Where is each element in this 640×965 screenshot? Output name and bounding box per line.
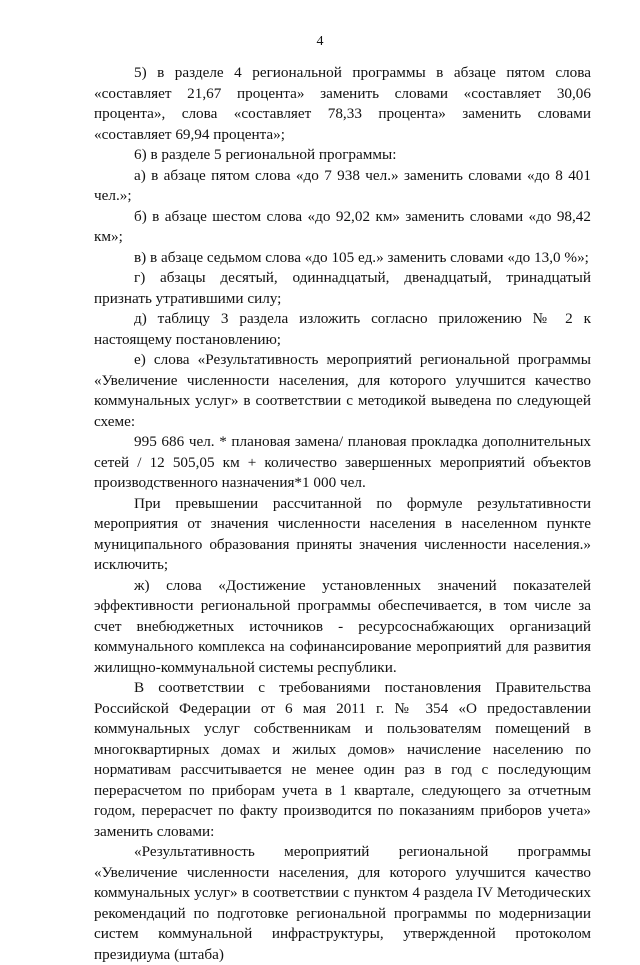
paragraph-item-5: 5) в разделе 4 региональной программы в абзаце пятом слова «составляет 21,67 процента» заменить словами «составляет 30,06 процента», слова «составляет 78,33 процента» заменить словами «составляет 69,94 процента»; bbox=[94, 64, 591, 143]
paragraph-subitem-b: б) в абзаце шестом слова «до 92,02 км» заменить словами «до 98,42 км»; bbox=[94, 207, 591, 245]
document-body bbox=[94, 63, 591, 965]
paragraph-subitem-v: в) в абзаце седьмом слова «до 105 ед.» заменить словами «до 13,0 %»; bbox=[134, 248, 589, 266]
paragraph-subitem-e: е) слова «Результативность мероприятий региональной программы «Увеличение численности населения, для которого улучшится качество коммунальных услуг» в соответствии с методикой выведена по следующей схеме: bbox=[94, 351, 591, 430]
page-number: 4 bbox=[316, 34, 324, 49]
paragraph-item-6: 6) в разделе 5 региональной программы: bbox=[134, 146, 397, 163]
formula-paragraph: 995 686 чел. * плановая замена/ плановая прокладка дополнительных сетей / 12 505,05 км + количество завершенных мероприятий объектов производственного назначения*1 000 чел. bbox=[94, 433, 591, 491]
paragraph-government-decree: В соответствии с требованиями постановления Правительства Российской Федерации от 6 мая 2011 г. № 354 «О предоставлении коммунальных услуг собственникам и пользователям помещений в многоквартирных домах и жилых домов» начисление населению по нормативам рассчитывается не менее один раз в год с последующим перерасчетом по приборам учета в 1 квартале, следующего за отчетным годом, перерасчет по факту производится по показаниям приборов учета» заменить словами: bbox=[94, 679, 591, 840]
paragraph-subitem-g: г) абзацы десятый, одиннадцатый, двенадцатый, тринадцатый признать утратившими силу; bbox=[94, 269, 591, 307]
paragraph-exceeding-note: При превышении рассчитанной по формуле результативности мероприятия от значения численности населения в населенном пункте муниципального образования приняты значения численности населения.» исключить; bbox=[94, 494, 591, 573]
paragraph-subitem-zh: ж) слова «Достижение установленных значений показателей эффективности региональной программы обеспечивается, в том числе за счет внебюджетных источников - ресурсоснабжающих организаций коммунального комплекса на софинансирование мероприятий для развития жилищно-коммунальной системы республики. bbox=[94, 576, 591, 676]
paragraph-subitem-d: д) таблицу 3 раздела изложить согласно приложению № 2 к настоящему постановлению; bbox=[94, 310, 591, 348]
paragraph-subitem-a: а) в абзаце пятом слова «до 7 938 чел.» заменить словами «до 8 401 чел.»; bbox=[94, 166, 591, 204]
paragraph-replacement-text: «Результативность мероприятий региональной программы «Увеличение численности населения, для которого улучшится качество коммунальных услуг» в соответствии с пунктом 4 раздела IV Методических рекомендаций по подготовке региональной программы по модернизации систем коммунальной инфраструктуры, утвержденной протоколом президиума (штаба) bbox=[94, 843, 591, 963]
